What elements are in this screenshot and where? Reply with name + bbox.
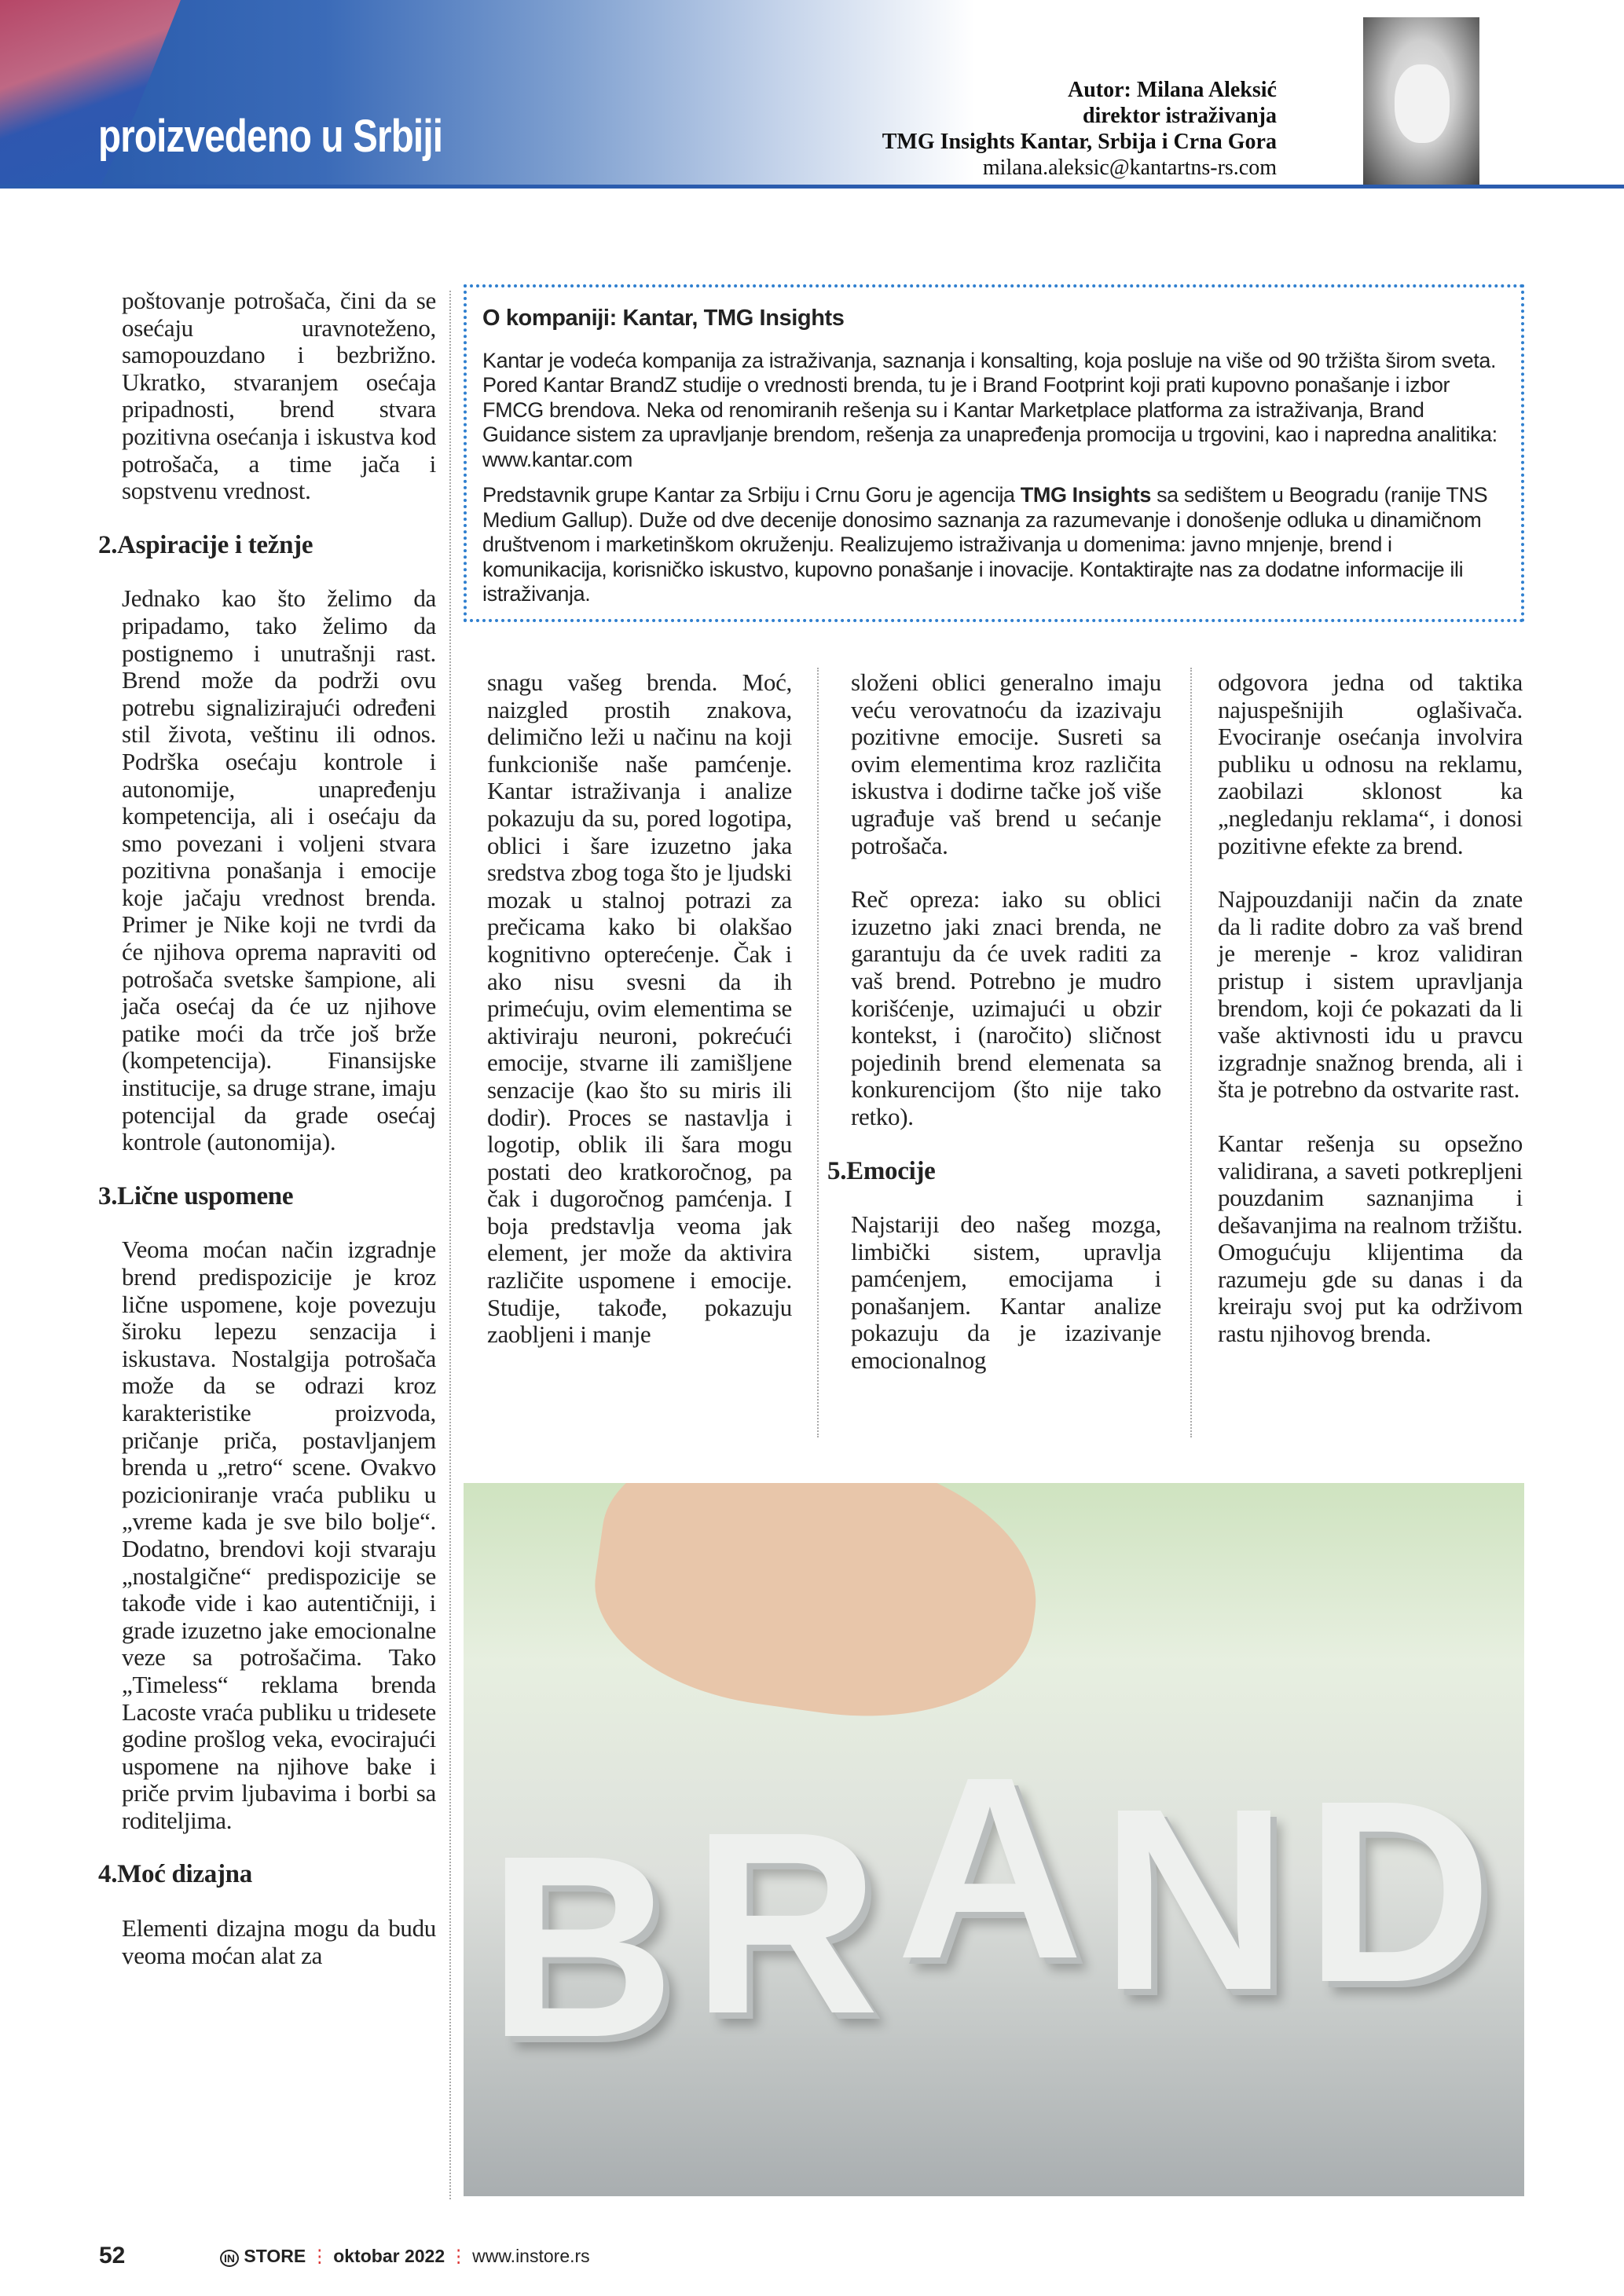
company-name: TMG Insights <box>1020 483 1151 507</box>
issue-date: oktobar 2022 <box>333 2246 445 2266</box>
letter-b: B <box>487 1801 676 2091</box>
author-photo <box>1363 17 1479 185</box>
magazine-name: STORE <box>244 2246 306 2266</box>
author-role: direktor istraživanja <box>1082 104 1277 128</box>
header-rule <box>0 185 1624 189</box>
separator: ⋮ <box>310 2246 329 2266</box>
paragraph: poštovanje potrošača, čini da se osećaju uravnoteženo, samopouzdano i bezbrižno. Ukratko, stvaranjem osećaja pripadnosti, brend stvara pozitivna osećanja i iskustva kod potrošača, a time jača i sopstvenu vrednost. <box>122 287 436 505</box>
section-heading: 2.Aspiracije i težnje <box>98 530 313 559</box>
letter-a: A <box>896 1723 1084 2012</box>
magazine-info <box>220 2246 590 2267</box>
article-column-3 <box>827 668 1161 1401</box>
text: Predstavnik grupe Kantar za Srbiju i Crnu Goru je agencija <box>482 483 1021 507</box>
hand-image <box>581 1483 1053 1740</box>
paragraph: snagu vašeg brenda. Moć, naizgled prostih znakova, delimično leži u načinu na koji funkcioniše naše pamćenje. Kantar istraživanja i analize pokazuju da su, pored logotipa, oblici i šare izuzetno jaka sredstva zbog toga što je ljudski mozak u stalnoj potrazi za prečicama kako bi olakšao kognitivno opterećenje. Čak i ako nisu svesni da ih primećuju, ovim elementima se aktiviraju neuroni, pokrećući emocije, stvarne ili zamišljene senzacije (kao što su miris ili dodir). Proces se nastavlja i logotip, oblik ili šara mogu postati deo kratkoročnog, pa čak i dugoročnog pamćenja. I boja predstavlja veoma jak element, jer može da aktivira različite uspomene i emocije. Studije, takođe, pokazuju zaobljeni i manje <box>487 668 792 1349</box>
author-email[interactable]: milana.aleksic@kantartns-rs.com <box>982 156 1277 180</box>
letter-n: N <box>1100 1754 1289 2044</box>
column-divider <box>817 668 819 1437</box>
page-number: 52 <box>99 2243 126 2269</box>
brand-letters-photo <box>464 1483 1524 2196</box>
paragraph: Jednako kao što želimo da pripadamo, tako želimo da postignemo i unutrašnji rast. Brend može da podrži ovu potrebu signalizirajući određeni stil života, veštinu ili odnos. Podrška osećaju kontrole i autonomije, unapređenju kompetencija, ali i osećaju da smo povezani i voljeni stvara pozitivna ponašanja i emocije koje jačaju vrednost brenda. Primer je Nike koji ne tvrdi da će njihova oprema napraviti od potrošača svetske šampione, ali jača osećaj da će uz njihove patike moći da trče još brže (kompetencija). Finansijske institucije, sa druge strane, imaju potencijal da grade osećaj kontrole (autonomija). <box>122 584 436 1156</box>
paragraph: Najstariji deo našeg mozga, limbički sistem, upravlja pamćenjem, emocijama i ponašanjem. Kantar analize pokazuju da je izazivanje emocionalnog <box>851 1210 1161 1375</box>
section-heading: 4.Moć dizajna <box>98 1860 252 1889</box>
author-block <box>882 77 1277 181</box>
page-footer <box>0 2243 1624 2274</box>
paragraph: Kantar rešenja su opsežno validirana, a saveti potkrepljeni pouzdanim saznanjima i dešavanjima na realnom tržištu. Omogućuju klijentima da razumeju gde su danas i da kreiraju svoj put ka održivom rastu njihovog brenda. <box>1218 1129 1523 1348</box>
article-column-2 <box>487 669 792 1375</box>
paragraph: Reč opreza: iako su oblici izuzetno jaki znaci brenda, ne garantuju da će uvek raditi za vaš brend. Potrebno je mudro korišćenje, uzimajući u obzir kontekst, i (naročito) sličnost pojedinih brend elemenata sa konkurencijom (što nije tako retko). <box>851 885 1161 1130</box>
letter-r: R <box>691 1778 880 2067</box>
column-divider <box>449 291 451 2199</box>
column-divider <box>1190 668 1192 1437</box>
box-title: O kompaniji: Kantar, TMG Insights <box>482 306 845 331</box>
paragraph: Veoma moćan način izgradnje brend predispozicije je kroz lične uspomene, koje povezuju široku lepezu senzacija i iskustava. Nostalgija potrošača može da se odrazi kroz karakteristike proizvoda, pričanje priča, postavljanjem brenda u „retro“ scene. Ovakvo pozicioniranje vraća publiku u „vreme kada je sve bilo bolje“. Dodatno, brendovi koji stvaraju „nostalgične“ predispozicije se takođe vide i kao autentičniji, i grade izuzetno jake emocionalne veze sa potrošačima. Tako „Timeless“ reklama brenda Lacoste vraća publiku u tridesete godine prošlog veka, evocirajući uspomene na njihove bake i priče prvim ljubavima i borbi sa roditeljima. <box>122 1236 436 1834</box>
letter-d: D <box>1304 1746 1493 2036</box>
box-paragraph: Kantar je vodeća kompanija za istraživanja, saznanja i konsalting, koja posluje na više od 90 tržišta širom sveta. Pored Kantar BrandZ studije o vrednosti brenda, tu je i Brand Footprint koji prati kupovno ponašanje i izbor FMCG brendova. Neka od renomiranih rešenja su i Kantar Marketplace platforma za istraživanja, Brand Guidance sistem za upravljanje brendom, rešenja za unapređenja promocija u trgovini, kao i napredna analitika: www.kantar.com <box>482 348 1498 471</box>
paragraph: Najpouzdaniji način da znate da li radite dobro za vaš brend je merenje - kroz validiran pristup i sistem upravljanja brendom, koji će pokazati da li vaše aktivnosti idu u pravcu izgradnje snažnog brenda, ali i šta je potrebno da ostvarite rast. <box>1218 885 1523 1104</box>
company-info-box <box>464 284 1524 622</box>
paragraph: složeni oblici generalno imaju veću verovatnoću da izazivaju pozitivne emocije. Susreti sa ovim elementima kroz različita iskustva i dodirne tačke još više ugrađuje vaš brend u sećanje potrošača. <box>851 668 1161 859</box>
section-heading: 3.Lične uspomene <box>98 1181 294 1210</box>
paragraph: Elementi dizajna mogu da budu veoma moćan alat za <box>122 1914 436 1969</box>
author-name: Autor: Milana Aleksić <box>1068 78 1277 102</box>
paragraph: odgovora jedna od taktika najuspešnijih oglašivača. Evociranje osećanja involvira publiku u odnosu na reklamu, zaobilazi sklonost ka „negledanju reklama“, i donosi pozitivne efekte za brend. <box>1218 668 1523 859</box>
page-header <box>0 0 1624 189</box>
separator: ⋮ <box>449 2246 468 2266</box>
website-link[interactable]: www.instore.rs <box>472 2246 590 2266</box>
magazine-logo-icon: IN <box>220 2250 239 2267</box>
box-paragraph <box>482 483 1505 607</box>
text: sa sedištem u Beogradu (ranije TNS Medium Gallup). Duže od dve decenije donosimo saznanja za razumevanje i donošenje odluka u dinamičnom društvenom i marketinškom okruženju. Realizujemo istraživanja u domenima: javno mnjenje, brend i komunikacija, korisničko iskustvo, kupovno ponašanje i inovacije. Kontaktirajte nas za dodatne informacije ili istraživanja. <box>482 483 1488 606</box>
article-column-4 <box>1218 669 1523 1375</box>
article-column-1 <box>98 287 436 1996</box>
author-company: TMG Insights Kantar, Srbija i Crna Gora <box>882 130 1277 154</box>
section-heading: 5.Emocije <box>827 1156 936 1185</box>
section-title: proizvedeno u Srbiji <box>98 111 443 162</box>
